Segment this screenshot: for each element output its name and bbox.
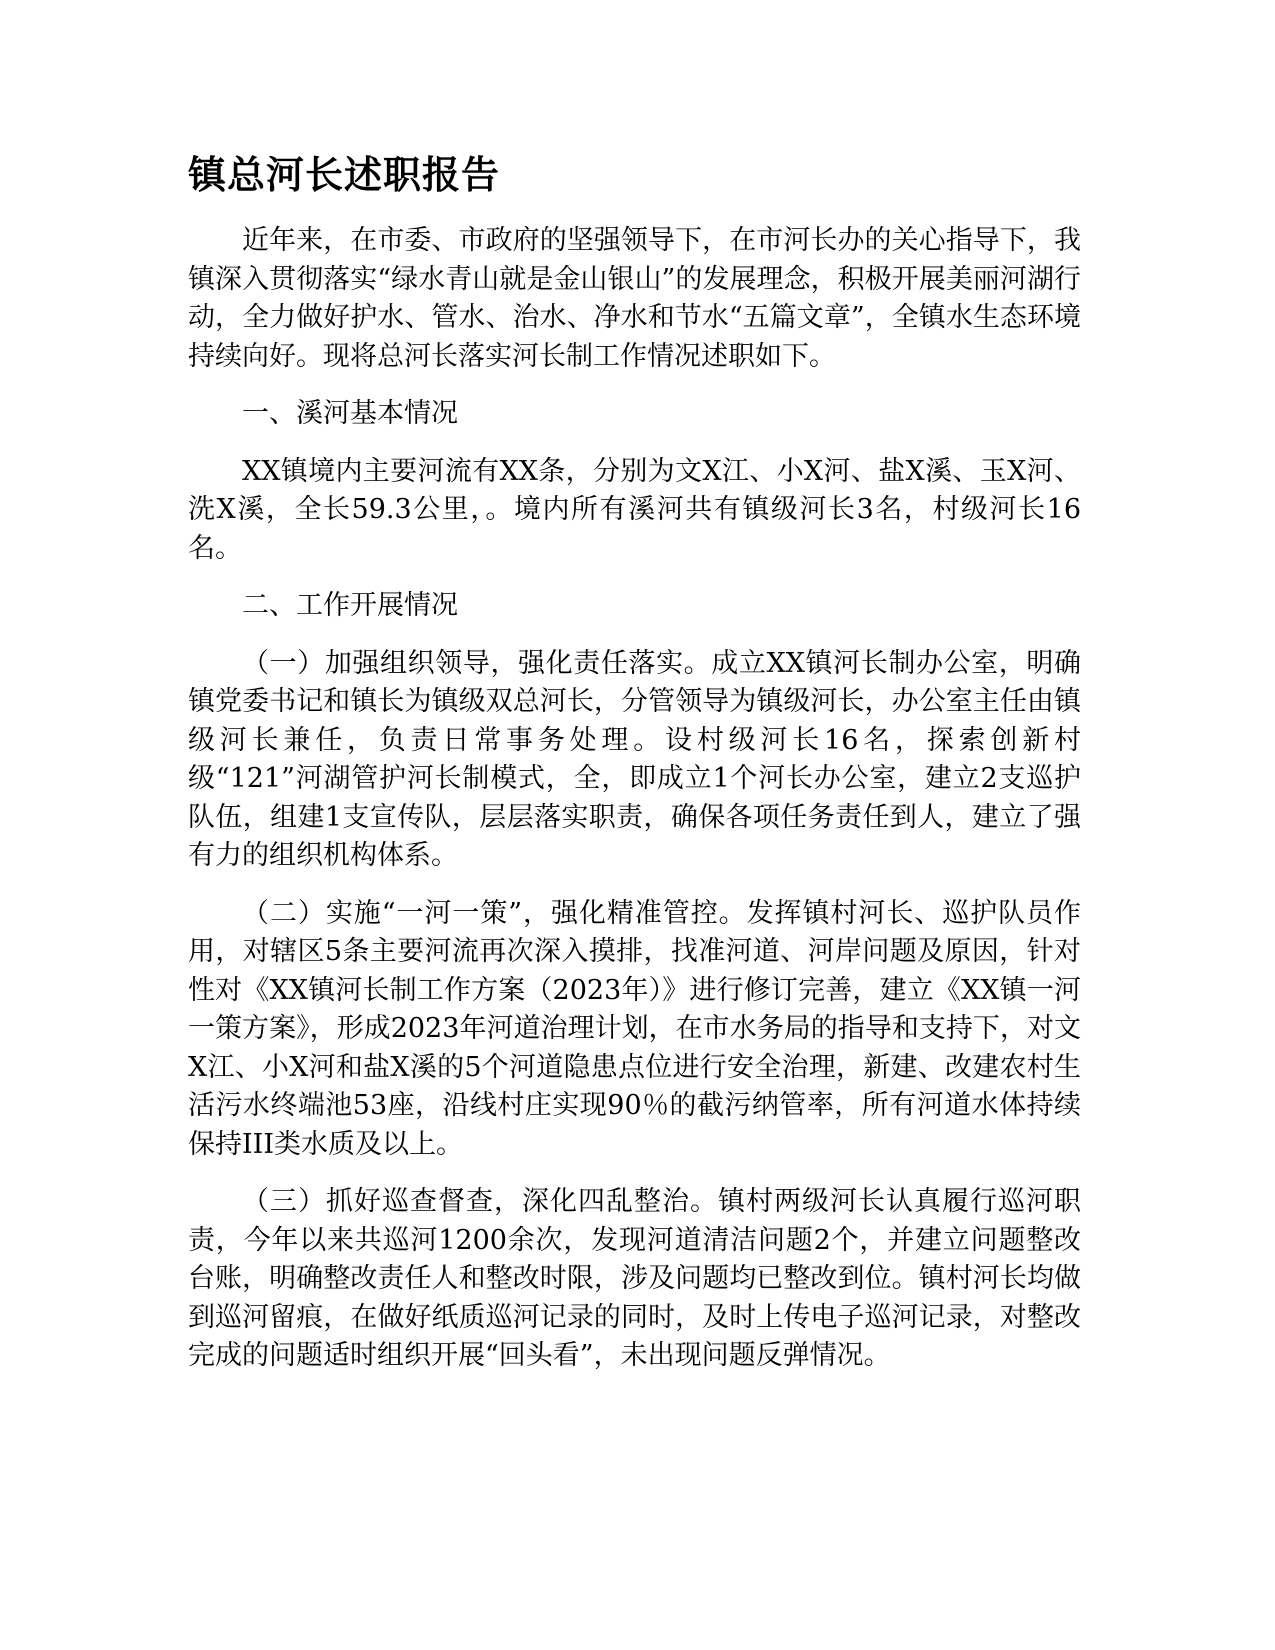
section-heading-work-progress: 二、工作开展情况 <box>242 590 458 621</box>
paragraph-rivers: XX镇境内主要河流有XX条，分别为文X江、小X河、盐X溪、玉X河、洗X溪，全长59.3公里，。境内所有溪河共有镇级河长3名，村级河长16名。 <box>188 455 1081 564</box>
document-title: 镇总河长述职报告 <box>188 153 501 197</box>
section-heading-basic-situation: 一、溪河基本情况 <box>242 398 458 429</box>
paragraph-one-river-one-policy: （二）实施“一河一策”，强化精准管控。发挥镇村河长、巡护队员作用，对辖区5条主要河流再次深入摸排，找准河道、河岸问题及原因，针对性对《XX镇河长制工作方案（2023年）》进行修订完善，建立《XX镇一河一策方案》，形成2023年河道治理计划，在市水务局的指导和支持下，对文X江、小X河和盐X溪的5个河道隐患点位进行安全治理，新建、改建农村生活污水终端池53座，沿线村庄实现90％的截污纳管率，所有河道水体持续保持III类水质及以上。 <box>188 897 1081 1160</box>
paragraph-organization: （一）加强组织领导，强化责任落实。成立XX镇河长制办公室，明确镇党委书记和镇长为镇级双总河长，分管领导为镇级河长，办公室主任由镇级河长兼任，负责日常事务处理。设村级河长16名，探索创新村级“121”河湖管护河长制模式，全，即成立1个河长办公室，建立2支巡护队伍，组建1支宣传队，层层落实职责，确保各项任务责任到人，建立了强有力的组织机构体系。 <box>188 647 1081 871</box>
paragraph-intro: 近年来，在市委、市政府的坚强领导下，在市河长办的关心指导下，我镇深入贯彻落实“绿水青山就是金山银山”的发展理念，积极开展美丽河湖行动，全力做好护水、管水、治水、净水和节水“五篇文章”，全镇水生态环境持续向好。现将总河长落实河长制工作情况述职如下。 <box>188 225 1081 372</box>
document-body <box>188 222 1081 1395</box>
paragraph-inspection: （三）抓好巡查督查，深化四乱整治。镇村两级河长认真履行巡河职责，今年以来共巡河1200余次，发现河道清洁问题2个，并建立问题整改台账，明确整改责任人和整改时限，涉及问题均已整改到位。镇村河长均做到巡河留痕，在做好纸质巡河记录的同时，及时上传电子巡河记录，对整改完成的问题适时组织开展“回头看”，未出现问题反弹情况。 <box>188 1186 1081 1371</box>
